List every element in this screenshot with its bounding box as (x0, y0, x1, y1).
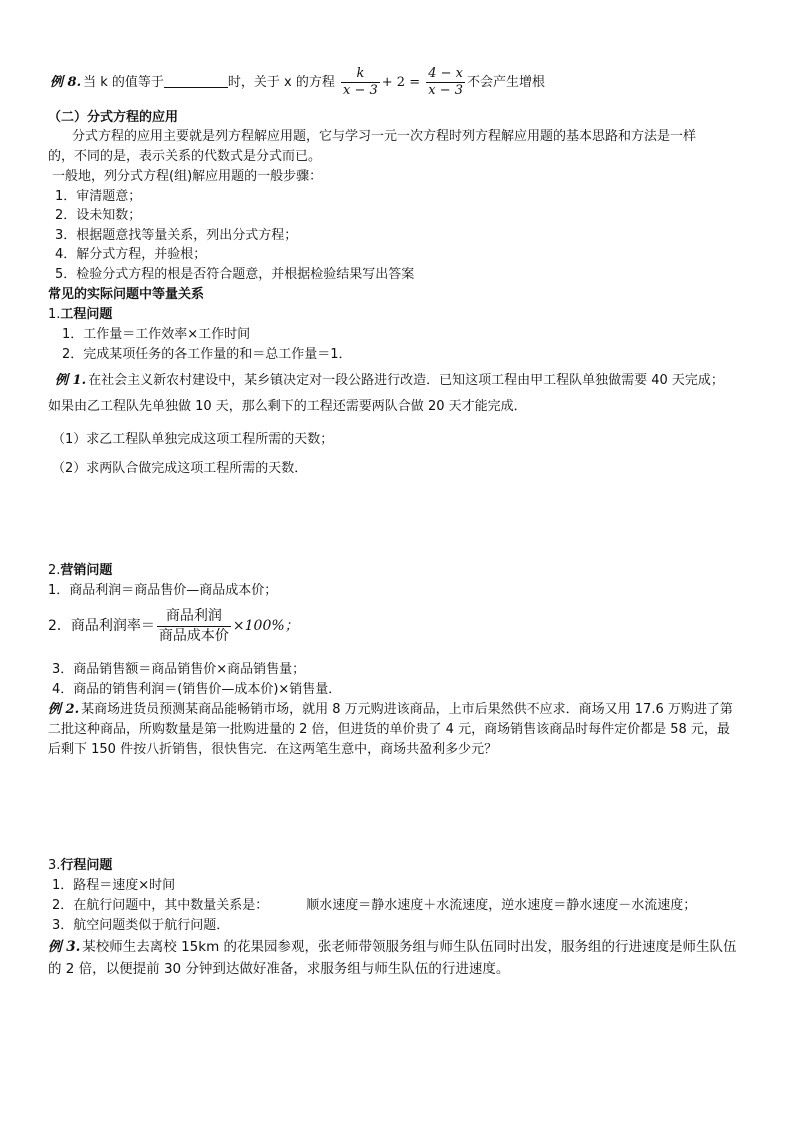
sales-item-2-pre: 2．商品利润率＝ (48, 618, 155, 634)
travel-item-2-pre: 2．在航行问题中，其中数量关系是： (52, 898, 269, 913)
common-relations-heading: 常见的实际问题中等量关系 (48, 287, 205, 302)
example-2-text: 某商场进货员预测某商品能畅销市场，就用 8 万元购进该商品，上市后果然供不应求．商场又用 17.6 万购进了第 (81, 702, 733, 717)
equation-plus-two: + 2 = (381, 75, 421, 90)
example-2-label: 例 2. (48, 702, 80, 717)
travel-heading (48, 857, 794, 875)
section-heading: （二）分式方程的应用 (48, 110, 179, 125)
step-1: 1．审清题意； (55, 189, 142, 204)
work-heading-title: 工程问题 (60, 307, 113, 322)
work-heading (48, 306, 794, 324)
example-2-line-2: 二批这种商品，所购数量是第一批购进量的 2 倍，但进货的单价贵了 4 元，商场销售该商品时每件定价都是 58 元，最 (48, 722, 730, 737)
travel-heading-title: 行程问题 (60, 858, 113, 873)
fraction-4-minus-x (426, 66, 465, 99)
question-2: （2）求两队合做完成这项工程所需的天数． (52, 461, 308, 476)
sales-item-4: 4．商品的销售利润＝(销售价—成本价)×销售量． (52, 682, 342, 697)
travel-item-2-post: 顺水速度＝静水速度＋水流速度，逆水速度＝静水速度－水流速度； (306, 898, 697, 913)
step-4: 4．解分式方程，并验根； (55, 247, 207, 262)
fraction-numerator: 4 − x (428, 66, 464, 81)
sales-heading-title: 营销问题 (60, 563, 113, 578)
work-heading-number: 1. (48, 307, 61, 322)
step-2: 2．设未知数； (55, 208, 142, 223)
work-item-1: 1．工作量＝工作效率×工作时间 (62, 327, 251, 342)
profit-rate-fraction (157, 607, 231, 646)
sales-item-3: 3．商品销售额＝商品销售价×商品销售量； (52, 662, 306, 677)
fraction-numerator: k (341, 66, 380, 83)
travel-heading-number: 3. (48, 858, 61, 873)
intro-paragraph-line-1: 分式方程的应用主要就是列方程解应用题，它与学习一元一次方程时列方程解应用题的基本思路和方法是一样 (72, 129, 697, 144)
step-5: 5．检验分式方程的根是否符合题意，并根据检验结果写出答案 (55, 267, 415, 282)
question-1: （1）求乙工程队单独完成这项工程所需的天数； (52, 432, 334, 447)
general-steps-intro: 一般地，列分式方程(组)解应用题的一般步骤： (52, 169, 323, 184)
answer-blank[interactable] (164, 74, 228, 88)
travel-item-2 (52, 897, 794, 915)
step-3: 3．根据题意找等量关系，列出分式方程； (55, 228, 298, 243)
example-1-line-2: 如果由乙工程队先单独做 10 天，那么剩下的工程还需要两队合做 20 天才能完成． (48, 399, 527, 414)
example-3-line-2: 的 2 倍，以便提前 30 分钟到达做好准备，求服务组与师生队伍的行进速度。 (48, 961, 510, 977)
example-8-label: 例 8. (50, 75, 82, 90)
travel-item-3: 3．航空问题类似于航行问题． (52, 918, 230, 933)
example-3-text: 某校师生去离校 15km 的花果园参观，张老师带领服务组与师生队伍同时出发，服务组的行进速度是师生队伍 (82, 939, 737, 955)
example-3-label: 例 3. (48, 939, 81, 955)
work-item-2: 2．完成某项任务的各工作量的和＝总工作量＝1． (62, 347, 352, 362)
fraction-k-over-x-minus-3 (341, 66, 380, 99)
example-1-text: 在社会主义新农村建设中，某乡镇决定对一段公路进行改造．已知这项工程由甲工程队单独做需要 40 天完成； (88, 373, 724, 388)
example-8-text-pre: 当 k 的值等于 (83, 75, 164, 90)
fraction-denominator: x − 3 (428, 83, 464, 98)
sales-heading (48, 562, 794, 580)
sales-item-1: 1．商品利润＝商品售价—商品成本价； (48, 583, 278, 598)
sales-item-2 (48, 606, 794, 646)
example-8-text-mid: 时，关于 x 的方程 (227, 75, 335, 90)
example-2-line-1 (48, 701, 794, 719)
fraction-numerator: 商品利润 (157, 607, 231, 627)
fraction-denominator: 商品成本价 (158, 627, 229, 644)
example-8-text-post: 不会产生增根 (467, 75, 546, 90)
fraction-denominator: x − 3 (343, 83, 378, 98)
example-1-label: 例 1. (55, 373, 87, 388)
intro-paragraph-line-2: 的，不同的是，表示关系的代数式是分式而已。 (48, 149, 322, 164)
example-1-line-1 (55, 372, 794, 390)
example-3-line-1 (48, 938, 794, 956)
sales-heading-number: 2. (48, 563, 61, 578)
sales-item-2-post: ×100%； (232, 618, 299, 634)
example-8-line (50, 66, 794, 99)
travel-item-1: 1．路程＝速度×时间 (52, 878, 176, 893)
example-2-line-3: 后剩下 150 件按八折销售，很快售完．在这两笔生意中，商场共盈利多少元？ (48, 742, 498, 757)
